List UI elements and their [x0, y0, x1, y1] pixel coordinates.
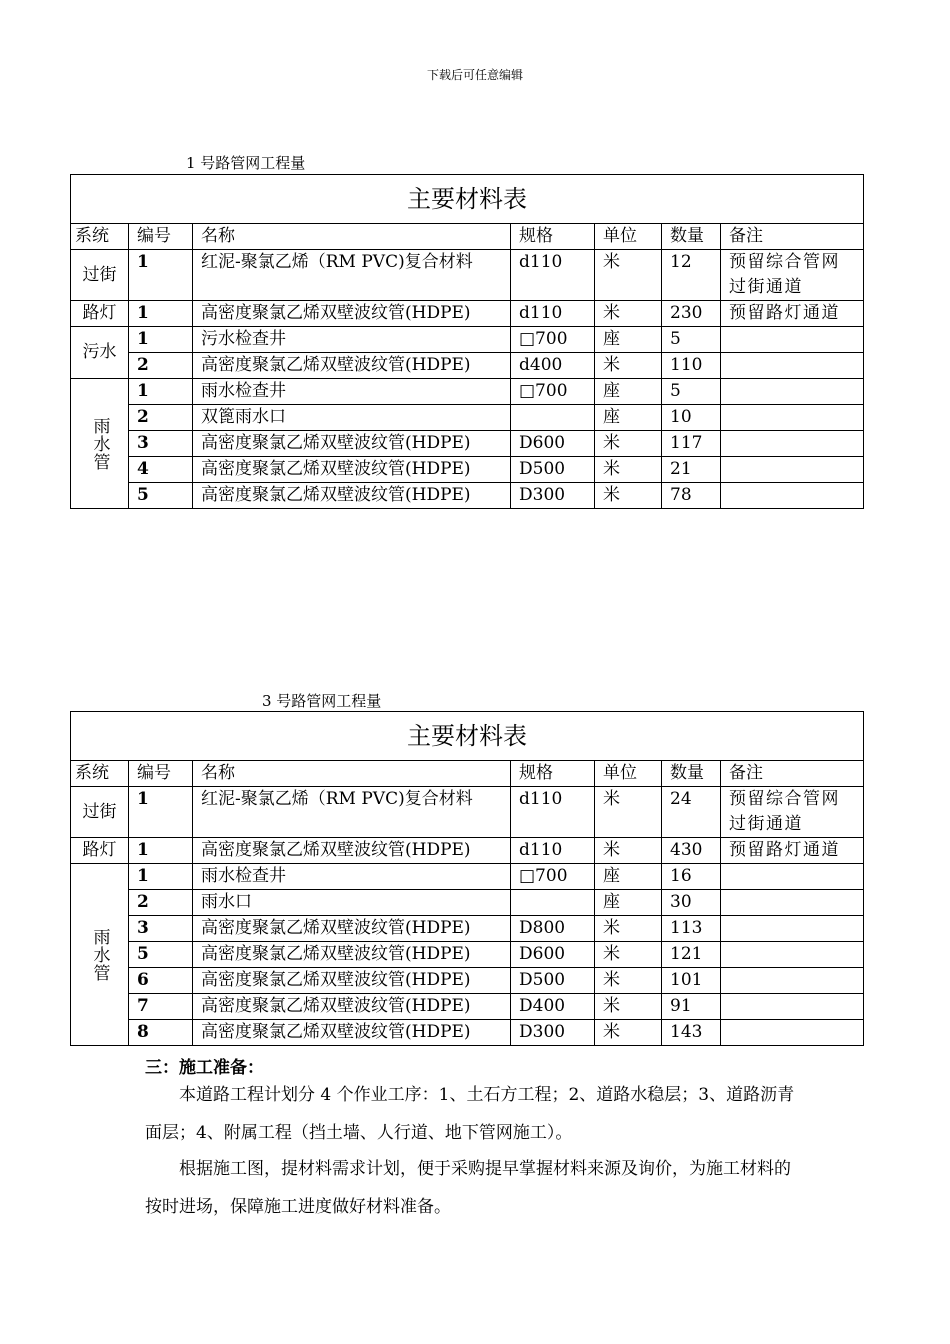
name-cell: 高密度聚氯乙烯双壁波纹管(HDPE)	[193, 838, 511, 864]
name-cell: 高密度聚氯乙烯双壁波纹管(HDPE)	[193, 994, 511, 1020]
unit-cell: 米	[595, 916, 662, 942]
spec-cell: □700	[511, 327, 595, 353]
qty-cell: 101	[662, 968, 721, 994]
table-row	[71, 916, 864, 942]
qty-cell: 16	[662, 864, 721, 890]
column-header: 数量	[662, 761, 721, 787]
note-cell	[721, 327, 864, 353]
spec-cell: □700	[511, 864, 595, 890]
table-row	[71, 431, 864, 457]
note-cell	[721, 942, 864, 968]
column-header: 备注	[721, 761, 864, 787]
note-cell: 预留综合管网过街通道	[721, 250, 864, 301]
unit-cell: 米	[595, 968, 662, 994]
name-cell: 高密度聚氯乙烯双壁波纹管(HDPE)	[193, 457, 511, 483]
name-cell: 高密度聚氯乙烯双壁波纹管(HDPE)	[193, 483, 511, 509]
qty-cell: 143	[662, 1020, 721, 1046]
material-table-road-1	[70, 174, 864, 509]
note-cell	[721, 431, 864, 457]
qty-cell: 30	[662, 890, 721, 916]
table-title: 主要材料表	[71, 175, 864, 224]
unit-cell: 米	[595, 301, 662, 327]
spec-cell: d110	[511, 301, 595, 327]
table-3-caption: 3 号路管网工程量	[262, 692, 382, 710]
paragraph-1: 本道路工程计划分 4 个作业工序：1、土石方工程；2、道路水稳层；3、道路沥青面层；4、附属工程（挡土墙、人行道、地下管网施工）。	[145, 1085, 795, 1143]
name-cell: 红泥-聚氯乙烯（RM PVC)复合材料	[193, 787, 511, 838]
unit-cell: 米	[595, 838, 662, 864]
unit-cell: 米	[595, 942, 662, 968]
header-row	[71, 761, 864, 787]
column-header: 系统	[71, 224, 129, 250]
column-header: 规格	[511, 761, 595, 787]
note-cell	[721, 890, 864, 916]
table-row	[71, 942, 864, 968]
qty-cell: 230	[662, 301, 721, 327]
note-cell: 预留路灯通道	[721, 301, 864, 327]
note-cell	[721, 353, 864, 379]
spec-cell: □700	[511, 379, 595, 405]
name-cell: 高密度聚氯乙烯双壁波纹管(HDPE)	[193, 353, 511, 379]
unit-cell: 米	[595, 483, 662, 509]
note-cell	[721, 483, 864, 509]
table-row	[71, 968, 864, 994]
qty-cell: 21	[662, 457, 721, 483]
name-cell: 雨水检查井	[193, 864, 511, 890]
note-cell	[721, 457, 864, 483]
no-cell: 7	[129, 994, 193, 1020]
qty-cell: 12	[662, 250, 721, 301]
system-cell: 雨水管	[71, 864, 129, 1046]
table-row	[71, 864, 864, 890]
column-header: 备注	[721, 224, 864, 250]
name-cell: 高密度聚氯乙烯双壁波纹管(HDPE)	[193, 916, 511, 942]
no-cell: 2	[129, 353, 193, 379]
unit-cell: 座	[595, 405, 662, 431]
table-row	[71, 301, 864, 327]
unit-cell: 座	[595, 379, 662, 405]
section-heading: 三：施工准备：	[145, 1058, 264, 1078]
spec-cell: d400	[511, 353, 595, 379]
material-table-road-3	[70, 711, 864, 1046]
note-cell: 预留路灯通道	[721, 838, 864, 864]
spec-cell: D400	[511, 994, 595, 1020]
spec-cell: d110	[511, 250, 595, 301]
system-cell: 污水	[71, 327, 129, 379]
qty-cell: 110	[662, 353, 721, 379]
note-cell	[721, 405, 864, 431]
qty-cell: 78	[662, 483, 721, 509]
spec-cell: D800	[511, 916, 595, 942]
unit-cell: 座	[595, 890, 662, 916]
table-row	[71, 405, 864, 431]
column-header: 数量	[662, 224, 721, 250]
qty-cell: 10	[662, 405, 721, 431]
table-row	[71, 787, 864, 838]
no-cell: 1	[129, 379, 193, 405]
qty-cell: 24	[662, 787, 721, 838]
column-header: 编号	[129, 224, 193, 250]
name-cell: 高密度聚氯乙烯双壁波纹管(HDPE)	[193, 301, 511, 327]
no-cell: 6	[129, 968, 193, 994]
system-cell: 路灯	[71, 838, 129, 864]
column-header: 名称	[193, 224, 511, 250]
column-header: 规格	[511, 224, 595, 250]
header-note: 下载后可任意编辑	[426, 68, 523, 82]
no-cell: 1	[129, 301, 193, 327]
note-cell	[721, 994, 864, 1020]
table-row	[71, 994, 864, 1020]
no-cell: 2	[129, 405, 193, 431]
table-row	[71, 838, 864, 864]
name-cell: 高密度聚氯乙烯双壁波纹管(HDPE)	[193, 942, 511, 968]
unit-cell: 座	[595, 864, 662, 890]
table-title: 主要材料表	[71, 712, 864, 761]
name-cell: 雨水口	[193, 890, 511, 916]
no-cell: 3	[129, 431, 193, 457]
no-cell: 3	[129, 916, 193, 942]
no-cell: 1	[129, 327, 193, 353]
system-cell: 雨水管	[71, 379, 129, 509]
table-row	[71, 250, 864, 301]
system-cell: 路灯	[71, 301, 129, 327]
no-cell: 1	[129, 250, 193, 301]
spec-cell: d110	[511, 787, 595, 838]
name-cell: 雨水检查井	[193, 379, 511, 405]
spec-cell	[511, 890, 595, 916]
spec-cell: D500	[511, 457, 595, 483]
unit-cell: 米	[595, 787, 662, 838]
note-cell	[721, 968, 864, 994]
unit-cell: 米	[595, 353, 662, 379]
name-cell: 红泥-聚氯乙烯（RM PVC)复合材料	[193, 250, 511, 301]
note-cell	[721, 864, 864, 890]
qty-cell: 91	[662, 994, 721, 1020]
no-cell: 4	[129, 457, 193, 483]
qty-cell: 117	[662, 431, 721, 457]
spec-cell: D500	[511, 968, 595, 994]
qty-cell: 121	[662, 942, 721, 968]
no-cell: 1	[129, 838, 193, 864]
name-cell: 高密度聚氯乙烯双壁波纹管(HDPE)	[193, 1020, 511, 1046]
spec-cell: D300	[511, 483, 595, 509]
no-cell: 2	[129, 890, 193, 916]
name-cell: 双篦雨水口	[193, 405, 511, 431]
note-cell	[721, 1020, 864, 1046]
name-cell: 污水检查井	[193, 327, 511, 353]
table-row	[71, 457, 864, 483]
no-cell: 1	[129, 864, 193, 890]
no-cell: 5	[129, 483, 193, 509]
spec-cell: D600	[511, 431, 595, 457]
no-cell: 5	[129, 942, 193, 968]
qty-cell: 430	[662, 838, 721, 864]
paragraph-2: 根据施工图，提材料需求计划，便于采购提早掌握材料来源及询价，为施工材料的按时进场，保障施工进度做好材料准备。	[145, 1159, 791, 1217]
table-row	[71, 483, 864, 509]
table-row	[71, 327, 864, 353]
spec-cell: D600	[511, 942, 595, 968]
name-cell: 高密度聚氯乙烯双壁波纹管(HDPE)	[193, 431, 511, 457]
spec-cell	[511, 405, 595, 431]
qty-cell: 5	[662, 327, 721, 353]
header-row	[71, 224, 864, 250]
table-row	[71, 890, 864, 916]
qty-cell: 113	[662, 916, 721, 942]
table-row	[71, 353, 864, 379]
system-cell: 过街	[71, 250, 129, 301]
column-header: 系统	[71, 761, 129, 787]
table-1-caption: 1 号路管网工程量	[186, 154, 306, 172]
spec-cell: d110	[511, 838, 595, 864]
unit-cell: 米	[595, 994, 662, 1020]
column-header: 单位	[595, 761, 662, 787]
no-cell: 8	[129, 1020, 193, 1046]
note-cell	[721, 916, 864, 942]
spec-cell: D300	[511, 1020, 595, 1046]
unit-cell: 座	[595, 327, 662, 353]
column-header: 编号	[129, 761, 193, 787]
unit-cell: 米	[595, 457, 662, 483]
unit-cell: 米	[595, 431, 662, 457]
note-cell	[721, 379, 864, 405]
no-cell: 1	[129, 787, 193, 838]
qty-cell: 5	[662, 379, 721, 405]
system-cell: 过街	[71, 787, 129, 838]
unit-cell: 米	[595, 250, 662, 301]
column-header: 名称	[193, 761, 511, 787]
table-row	[71, 1020, 864, 1046]
table-row	[71, 379, 864, 405]
column-header: 单位	[595, 224, 662, 250]
unit-cell: 米	[595, 1020, 662, 1046]
note-cell: 预留综合管网过街通道	[721, 787, 864, 838]
name-cell: 高密度聚氯乙烯双壁波纹管(HDPE)	[193, 968, 511, 994]
